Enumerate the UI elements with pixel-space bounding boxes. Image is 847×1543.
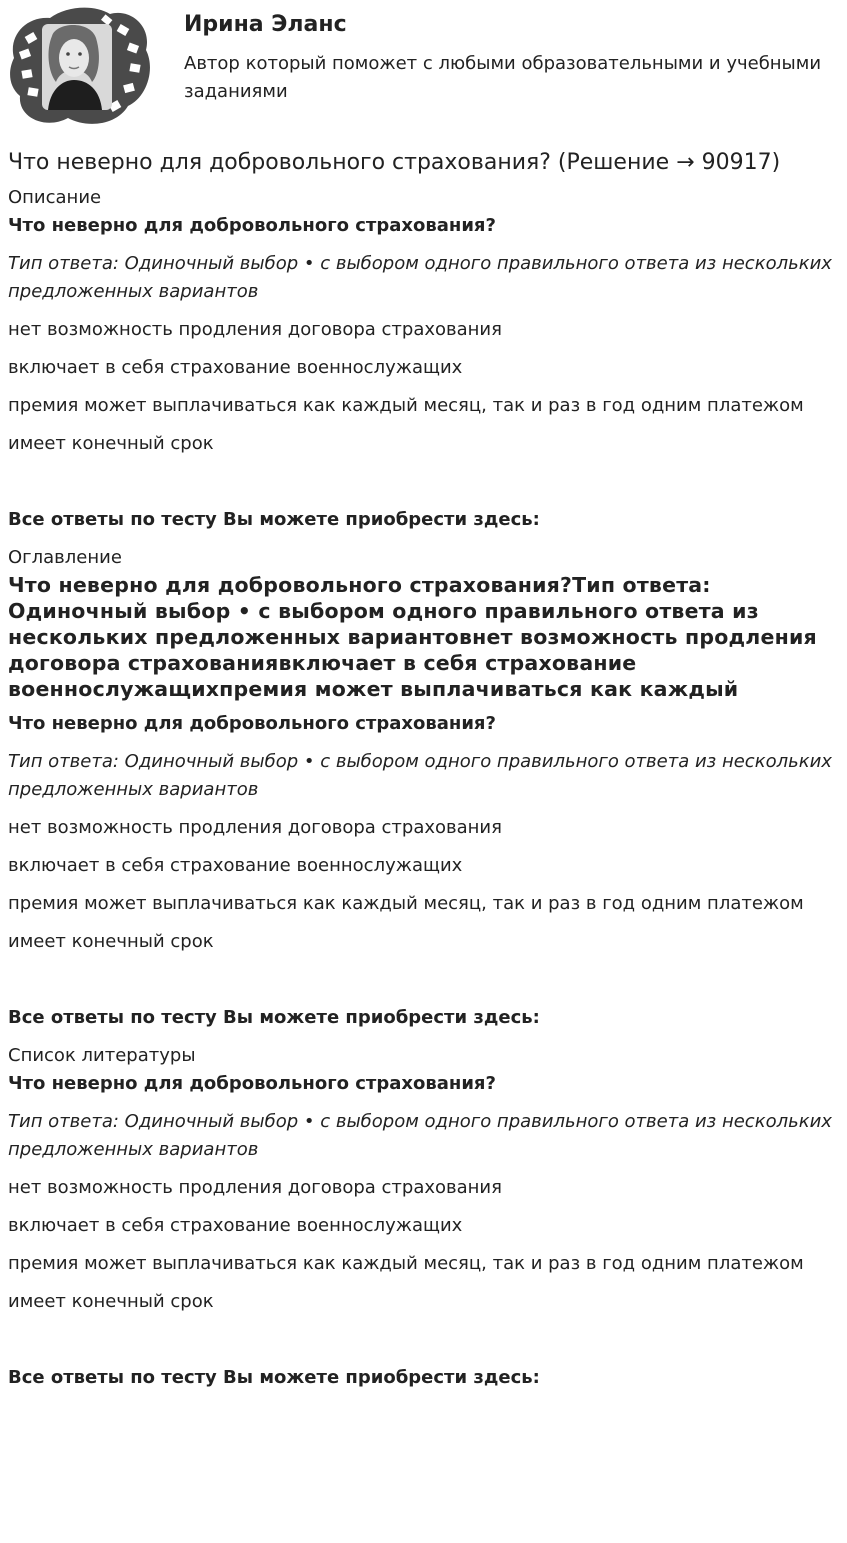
author-description: Автор который поможет с любыми образовательными и учебными заданиями	[184, 53, 822, 102]
answer-option: премия может выплачиваться как каждый месяц, так и раз в год одним платежом	[8, 893, 804, 914]
main-content	[8, 148, 838, 1402]
question-text: Что неверно для добровольного страхования?	[8, 713, 496, 734]
answer-option: премия может выплачиваться как каждый месяц, так и раз в год одним платежом	[8, 395, 804, 416]
page-title: Что неверно для добровольного страхования? (Решение → 90917)	[8, 150, 781, 175]
author-name: Ирина Эланс	[184, 12, 347, 37]
answer-type: Тип ответа: Одиночный выбор • с выбором одного правильного ответа из нескольких предложенных вариантов	[8, 751, 832, 800]
section-table-of-contents	[8, 544, 838, 1032]
section-label: Оглавление	[8, 547, 122, 568]
answer-option: имеет конечный срок	[8, 1291, 214, 1312]
buy-answers-text: Все ответы по тесту Вы можете приобрести здесь:	[8, 1007, 540, 1028]
author-header	[0, 0, 847, 130]
answer-option: нет возможность продления договора страхования	[8, 1177, 502, 1198]
author-avatar	[6, 6, 152, 128]
toc-heading: Что неверно для добровольного страхования?Тип ответа: Одиночный выбор • с выбором одного правильного ответа из нескольких предложенных вариантовнет возможность продления договора страхованиявключает в себя страхование военнослужащихпремия может выплачиваться как каждый	[8, 573, 817, 701]
section-label: Описание	[8, 187, 102, 208]
answer-option: включает в себя страхование военнослужащих	[8, 357, 463, 378]
buy-answers-text: Все ответы по тесту Вы можете приобрести здесь:	[8, 509, 540, 530]
answer-option: включает в себя страхование военнослужащих	[8, 855, 463, 876]
section-bibliography	[8, 1042, 838, 1392]
answer-option: имеет конечный срок	[8, 433, 214, 454]
section-description	[8, 184, 838, 534]
answer-option: включает в себя страхование военнослужащих	[8, 1215, 463, 1236]
question-text: Что неверно для добровольного страхования?	[8, 1073, 496, 1094]
buy-answers-text: Все ответы по тесту Вы можете приобрести здесь:	[8, 1367, 540, 1388]
answer-type: Тип ответа: Одиночный выбор • с выбором одного правильного ответа из нескольких предложенных вариантов	[8, 1111, 832, 1160]
answer-type: Тип ответа: Одиночный выбор • с выбором одного правильного ответа из нескольких предложенных вариантов	[8, 253, 832, 302]
section-label: Список литературы	[8, 1045, 196, 1066]
answer-option: премия может выплачиваться как каждый месяц, так и раз в год одним платежом	[8, 1253, 804, 1274]
answer-option: нет возможность продления договора страхования	[8, 817, 502, 838]
answer-option: имеет конечный срок	[8, 931, 214, 952]
question-text: Что неверно для добровольного страхования?	[8, 215, 496, 236]
answer-option: нет возможность продления договора страхования	[8, 319, 502, 340]
